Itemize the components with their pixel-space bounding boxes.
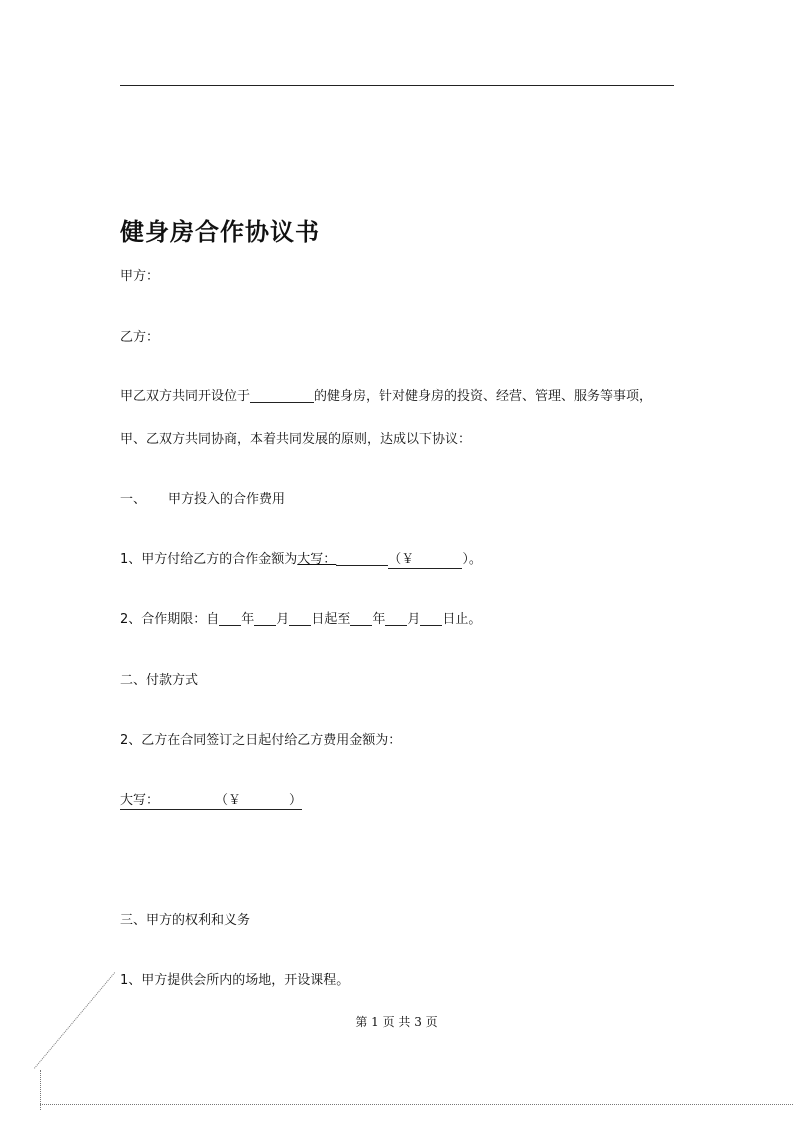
clause-1-1-text: 1、甲方付给乙方的合作金额为 [120,552,298,567]
end-year-label: 年 [372,612,386,627]
amount-words-blank [336,551,388,566]
start-day-blank [289,611,311,626]
section-2-heading: 二、付款方式 [120,673,199,688]
end-day-label: 日止。 [442,612,482,627]
start-year-label: 年 [241,612,255,627]
payment-paren-open: （￥ [215,793,242,808]
payment-amount-line [120,792,302,810]
location-blank [250,388,314,403]
start-month-blank [254,611,276,626]
clause-1-2 [120,611,481,629]
section-1-number: 一、 [120,492,147,507]
end-month-label: 月 [407,612,421,627]
amount-paren-open: （￥ [388,552,415,567]
section-1-heading [120,491,285,509]
end-day-blank [420,611,442,626]
clause-1-1 [120,551,482,569]
end-year-blank [350,611,372,626]
term-from-label: 2、合作期限：自 [120,612,220,627]
intro-paragraph-line-1 [120,388,652,406]
margin-guide-horizontal [40,1104,793,1105]
party-b-label: 乙方： [120,330,160,345]
intro-text-after-blank: 的健身房，针对健身房的投资、经营、管理、服务等事项， [314,389,653,404]
payment-amount-field [120,793,302,810]
end-month-blank [385,611,407,626]
start-year-blank [219,611,241,626]
start-day-label: 日起至 [311,612,351,627]
amount-paren-close: ）。 [462,552,482,567]
document-title: 健身房合作协议书 [120,217,320,246]
payment-paren-close: ） [289,793,303,808]
intro-paragraph-line-2: 甲、乙双方共同协商，本着共同发展的原则，达成以下协议： [120,432,472,447]
payment-amount-label: 大写： [120,793,160,808]
start-month-label: 月 [276,612,290,627]
party-a-label: 甲方： [120,269,160,284]
section-3-heading: 三、甲方的权利和义务 [120,913,251,928]
intro-text-before-blank: 甲乙双方共同开设位于 [120,389,251,404]
amount-in-words-label: 大写： [297,552,337,567]
clause-3-1: 1、甲方提供会所内的场地，开设课程。 [120,973,350,988]
amount-figure-field [388,552,462,569]
section-1-title: 甲方投入的合作费用 [168,492,286,507]
page-number-footer: 第 1 页 共 3 页 [355,1015,438,1029]
clause-2-2: 2、乙方在合同签订之日起付给乙方费用金额为： [120,733,402,748]
header-rule [120,85,674,86]
